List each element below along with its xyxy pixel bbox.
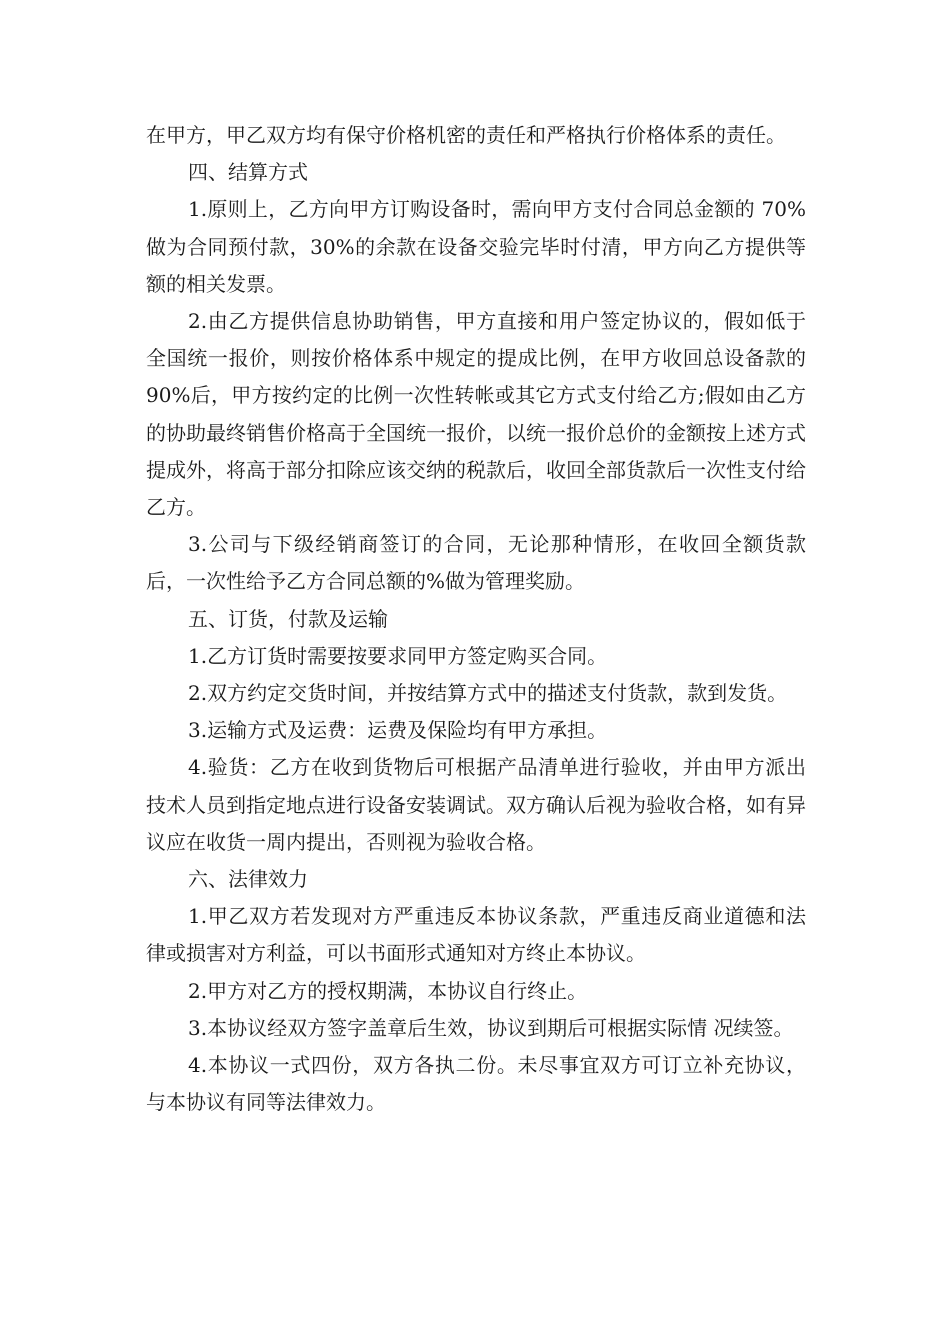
document-page — [146, 117, 806, 1121]
paragraph-settlement-2: 2.由乙方提供信息协助销售，甲方直接和用户签定协议的，假如低于全国统一报价，则按价格体系中规定的提成比例，在甲方收回总设备款的 90%后，甲方按约定的比例一次性转帐或其它方式支付给乙方;假如由乙方的协助最终销售价格高于全国统一报价，以统一报价总价的金额按上述方式提成外，将高于部分扣除应该交纳的税款后，收回全部货款后一次性支付给乙方。 — [146, 309, 806, 520]
paragraph-settlement-1: 1.原则上，乙方向甲方订购设备时，需向甲方支付合同总金额的 70%做为合同预付款，30%的余款在设备交验完毕时付清，甲方向乙方提供等额的相关发票。 — [146, 197, 806, 296]
paragraph-ordering-1: 1.乙方订货时需要按要求同甲方签定购买合同。 — [188, 643, 608, 668]
paragraph-confidentiality: 在甲方，甲乙双方均有保守价格机密的责任和严格执行价格体系的责任。 — [146, 123, 786, 147]
section-heading-settlement: 四、结算方式 — [188, 160, 308, 185]
paragraph-ordering-4: 4.验货：乙方在收到货物后可根据产品清单进行验收，并由甲方派出技术人员到指定地点进行设备安装调试。双方确认后视为验收合格，如有异议应在收货一周内提出，否则视为验收合格。 — [146, 755, 806, 854]
section-heading-ordering: 五、订货，付款及运输 — [188, 606, 388, 631]
paragraph-ordering-3: 3.运输方式及运费：运费及保险均有甲方承担。 — [188, 718, 608, 743]
section-heading-legal: 六、法律效力 — [188, 867, 308, 892]
paragraph-ordering-2: 2.双方约定交货时间，并按结算方式中的描述支付货款，款到发货。 — [188, 681, 788, 706]
paragraph-legal-3: 3.本协议经双方签字盖章后生效，协议到期后可根据实际情 况续签。 — [188, 1015, 794, 1040]
paragraph-legal-2: 2.甲方对乙方的授权期满，本协议自行终止。 — [188, 978, 588, 1003]
paragraph-legal-4: 4.本协议一式四份，双方各执二份。未尽事宜双方可订立补充协议，与本协议有同等法律效力。 — [146, 1053, 806, 1115]
paragraph-settlement-3: 3.公司与下级经销商签订的合同，无论那种情形，在收回全额货款后，一次性给予乙方合同总额的%做为管理奖励。 — [146, 532, 806, 594]
paragraph-legal-1: 1.甲乙双方若发现对方严重违反本协议条款，严重违反商业道德和法律或损害对方利益，可以书面形式通知对方终止本协议。 — [146, 904, 806, 966]
